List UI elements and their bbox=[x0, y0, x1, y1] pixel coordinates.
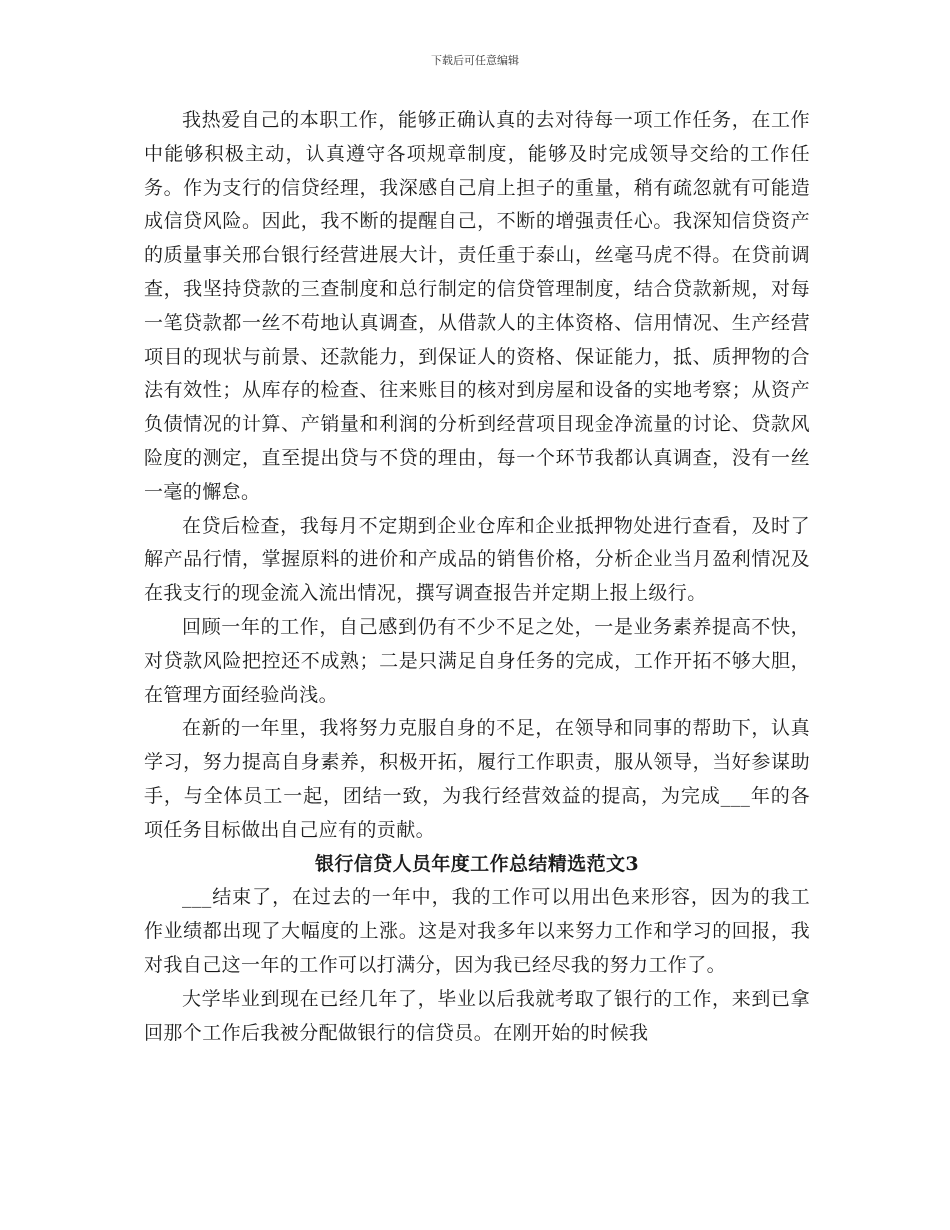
section-heading: 银行信贷人员年度工作总结精选范文3 bbox=[314, 852, 640, 875]
page-header: 下载后可任意编辑 bbox=[431, 54, 519, 67]
paragraph-post-loan: 在贷后检查，我每月不定期到企业仓库和企业抵押物处进行查看，及时了解产品行情，掌握原料的进价和产成品的销售价格，分析企业当月盈利情况及在我支行的现金流入流出情况，撰写调查报告并定期上报上级行。 bbox=[144, 514, 810, 605]
paragraph-review: 回顾一年的工作，自己感到仍有不少不足之处，一是业务素养提高不快，对贷款风险把控还不成熟；二是只满足自身任务的完成，工作开拓不够大胆，在管理方面经验尚浅。 bbox=[144, 615, 810, 706]
paragraph-graduation: 大学毕业到现在已经几年了，毕业以后我就考取了银行的工作，来到已拿回那个工作后我被分配做银行的信贷员。在刚开始的时候我 bbox=[144, 987, 810, 1044]
paragraph-duty: 我热爱自己的本职工作，能够正确认真的去对待每一项工作任务，在工作中能够积极主动，认真遵守各项规章制度，能够及时完成领导交给的工作任务。作为支行的信贷经理，我深感自己肩上担子的重量，稍有疏忽就有可能造成信贷风险。因此，我不断的提醒自己，不断的增强责任心。我深知信贷资产的质量事关邢台银行经营进展大计，责任重于泰山，丝毫马虎不得。在贷前调查，我坚持贷款的三查制度和总行制定的信贷管理制度，结合贷款新规，对每一笔贷款都一丝不苟地认真调查，从借款人的主体资格、信用情况、生产经营项目的现状与前景、还款能力，到保证人的资格、保证能力，抵、质押物的合法有效性；从库存的检查、往来账目的核对到房屋和设备的实地考察；从资产负债情况的计算、产销量和利润的分析到经营项目现金净流量的讨论、贷款风险度的测定，直至提出贷与不贷的理由，每一个环节我都认真调查，没有一丝一毫的懈怠。 bbox=[144, 109, 810, 503]
document-body bbox=[144, 104, 810, 1050]
paragraph-new-year: 在新的一年里，我将努力克服自身的不足，在领导和同事的帮助下，认真学习，努力提高自身素养，积极开拓，履行工作职责，服从领导，当好参谋助手，与全体员工一起，团结一致，为我行经营效益的提高，为完成___年的各项任务目标做出自己应有的贡献。 bbox=[144, 717, 810, 841]
paragraph-intro: ___结束了，在过去的一年中，我的工作可以用出色来形容，因为的我工作业绩都出现了大幅度的上涨。这是对我多年以来努力工作和学习的回报，我对我自己这一年的工作可以打满分，因为我已经尽我的努力工作了。 bbox=[144, 886, 810, 976]
